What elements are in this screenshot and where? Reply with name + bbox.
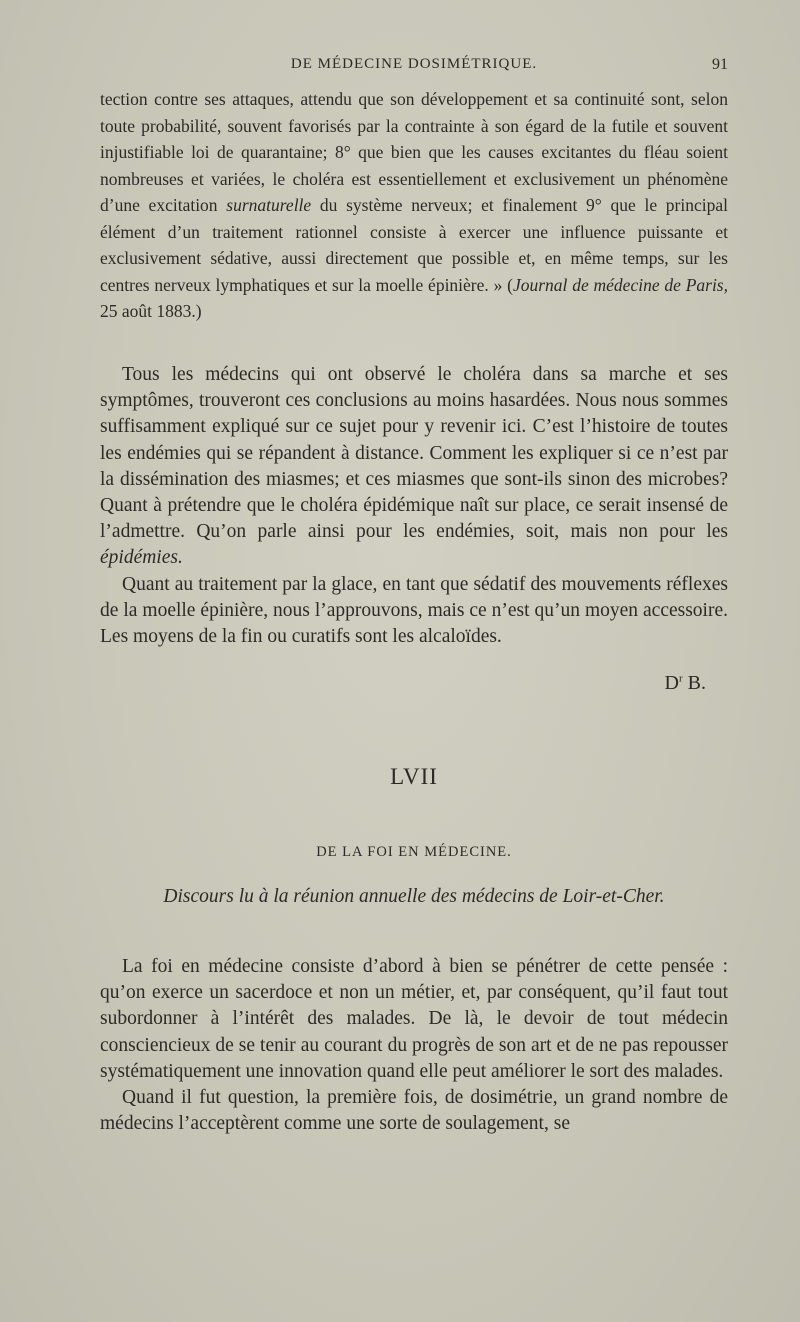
page-number: 91 xyxy=(712,56,728,73)
quote-tail-paragraph xyxy=(100,86,728,325)
chapter-subtitle: Discours lu à la réunion annuelle des médecins de Loir-et-Cher. xyxy=(163,886,665,907)
signature-name: B. xyxy=(682,672,706,694)
discourse-body xyxy=(100,954,728,1137)
signature-sup: r xyxy=(678,672,683,685)
signature-prefix: D xyxy=(664,672,679,694)
discourse-paragraph-1: La foi en médecine consiste d’abord à bien se pénétrer de cette pensée : qu’on exerce un sacerdoce et non un métier, et, par conséquent, qu’il faut tout subordonner à l’intérêt des malades. De là, le devoir de tout médecin consciencieux de se tenir au courant du progrès de son art et de ne pas repousser systématiquement une innovation quand elle peut améliorer le sort des malades. xyxy=(100,956,728,1082)
signature xyxy=(665,672,706,695)
chapter-title: DE LA FOI EN MÉDECINE. xyxy=(316,844,512,860)
quote-source: Journal de médecine de Paris, xyxy=(512,274,728,295)
quote-italic-word: surnaturelle xyxy=(226,195,312,215)
quote-text-3: 25 août 1883.) xyxy=(100,301,202,321)
quote-tail-text xyxy=(100,86,728,325)
comment-p1-text: Tous les médecins qui ont observé le choléra dans sa marche et ses symptômes, trouveront ces conclusions au moins hasardées. Nous nous sommes suffisamment expliqué sur ce sujet pour y revenir ici. C’est l’histoire de toutes les endémies qui se répandent à distance. Comment les expliquer si ce n’est par la dissémination des miasmes; et ces miasmes que sont-ils sinon des microbes? Quant à prétendre que le choléra épidémique naît sur place, ce serait insensé de l’admettre. Qu’on parle ainsi pour les endémies, soit, mais non pour les xyxy=(100,364,728,543)
quote-text-2: du système nerveux; et finalement 9° que le principal élément d’un traitement rationnel consiste à exercer une influence puissante et exclusivement sédative, aussi directement que possible et, en même temps, sur les centres nerveux lymphatiques et sur la moelle épinière. » ( xyxy=(100,195,728,295)
quote-text-1: tection contre ses attaques, attendu que son développement et sa continuité sont, selon toute probabilité, souvent favorisés par la contrainte à son égard de la futile et souvent injustifiable loi de quarantaine; 8° que bien que les causes excitantes du fléau soient nombreuses et variées, le choléra est essentiellement et exclusivement un phénomène d’une excitation xyxy=(100,89,728,215)
running-head xyxy=(100,56,728,80)
comment-p1-italic: épidémies. xyxy=(100,547,183,569)
running-title: DE MÉDECINE DOSIMÉTRIQUE. xyxy=(290,56,538,72)
comment-paragraph-1 xyxy=(100,362,728,572)
comment-paragraph-2: Quant au traitement par la glace, en tant que sédatif des mouvements réflexes de la moelle épinière, nous l’approuvons, mais ce n’est qu’un moyen accessoire. Les moyens de la fin ou curatifs sont les alcaloïdes. xyxy=(100,573,728,648)
editorial-comment xyxy=(100,362,728,650)
chapter-number: LVII xyxy=(390,764,438,789)
discourse-paragraph-2: Quand il fut question, la première fois, de dosimétrie, un grand nombre de médecins l’acceptèrent comme une sorte de soulagement, se xyxy=(100,1087,728,1135)
